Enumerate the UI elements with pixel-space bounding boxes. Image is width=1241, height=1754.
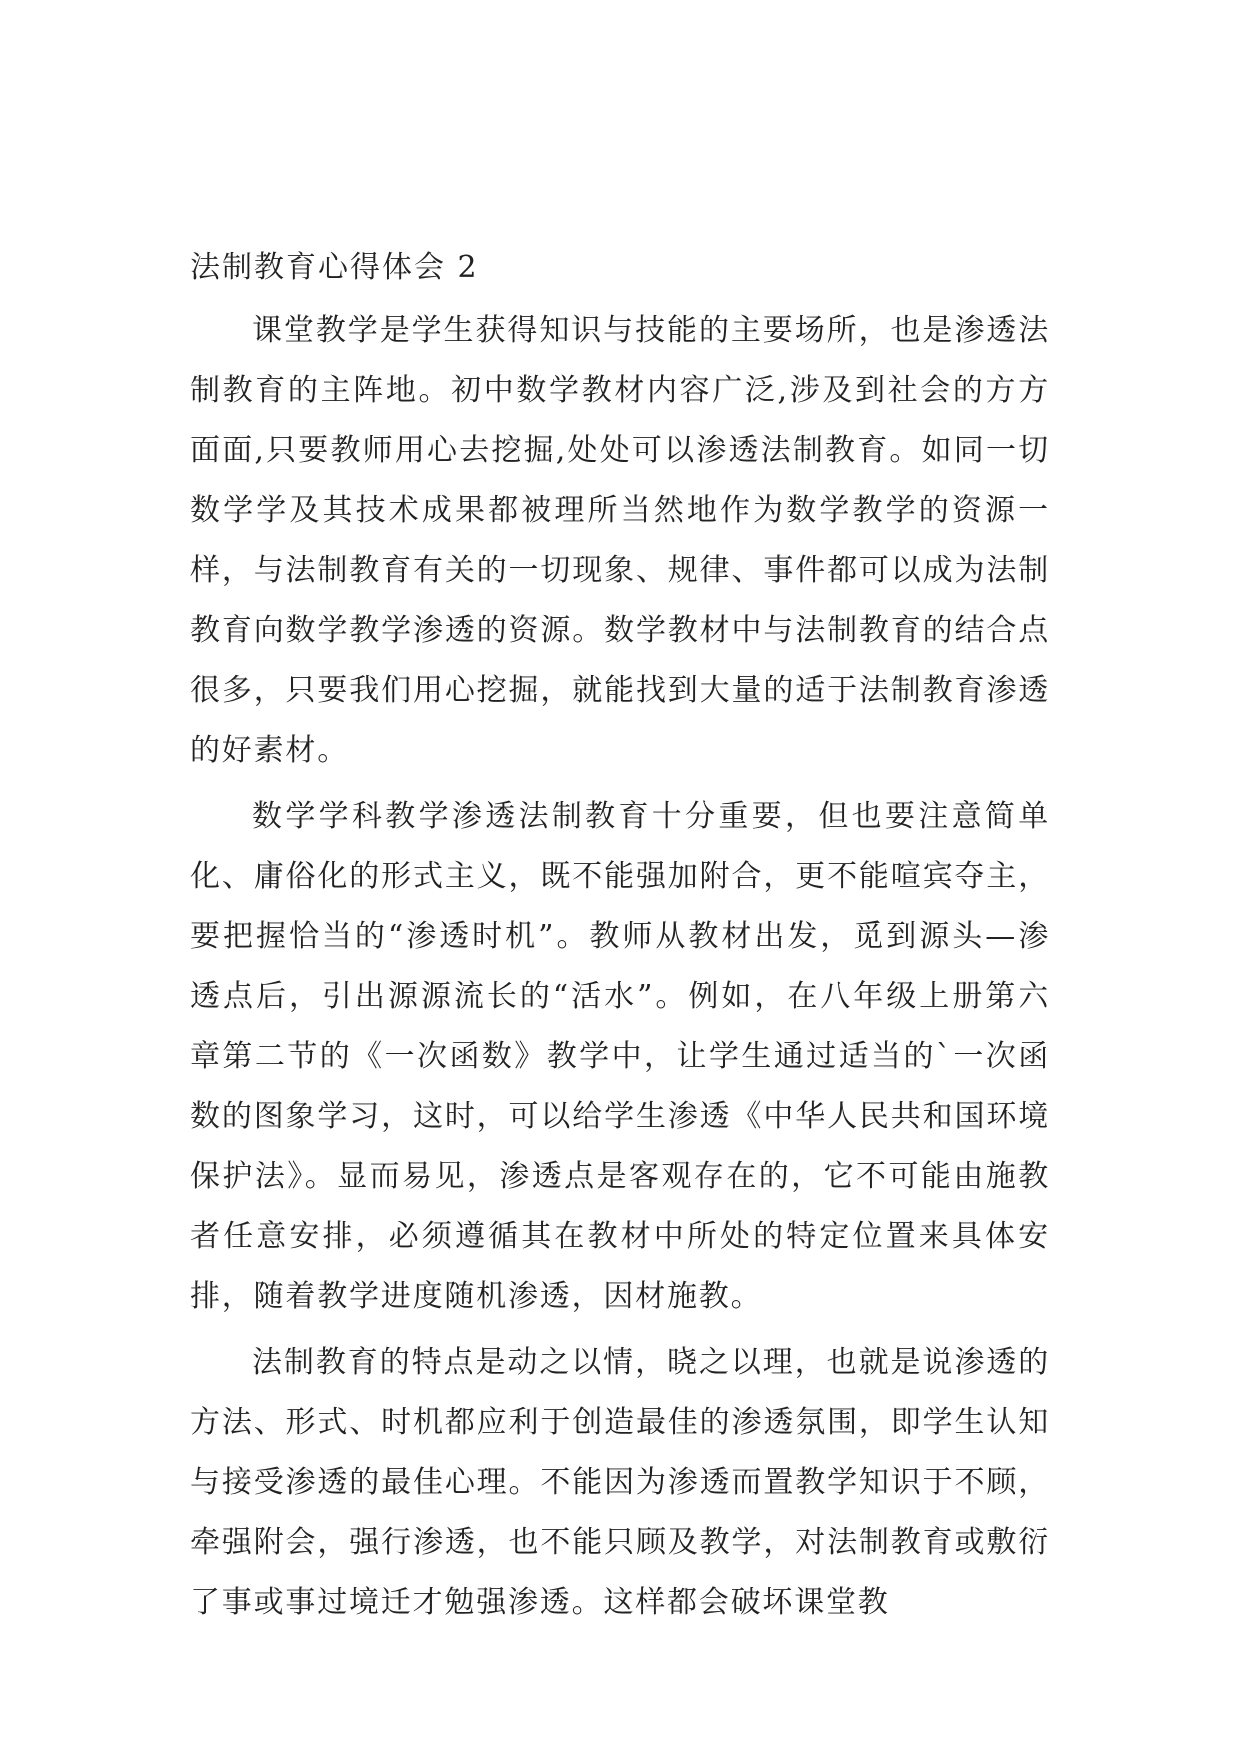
document-title: 法制教育心得体会 2 [190,250,479,285]
paragraph-3: 法制教育的特点是动之以情，晓之以理，也就是说渗透的方法、形式、时机都应利于创造最佳的渗透氛围，即学生认知与接受渗透的最佳心理。不能因为渗透而置教学知识于不顾，牵强附会，强行渗透，也不能只顾及教学，对法制教育或敷衍了事或事过境迁才勉强渗透。这样都会破坏课堂教 [190,1345,1050,1620]
paragraph-2: 数学学科教学渗透法制教育十分重要，但也要注意简单化、庸俗化的形式主义，既不能强加附合，更不能喧宾夺主，要把握恰当的“渗透时机”。教师从教材出发，觅到源头—渗透点后，引出源源流长的“活水”。例如，在八年级上册第六章第二节的《一次函数》教学中，让学生通过适当的`一次函数的图象学习，这时，可以给学生渗透《中华人民共和国环境保护法》。显而易见，渗透点是客观存在的，它不可能由施教者任意安排，必须遵循其在教材中所处的特定位置来具体安排，随着教学进度随机渗透，因材施教。 [190,799,1050,1314]
paragraph-1: 课堂教学是学生获得知识与技能的主要场所，也是渗透法制教育的主阵地。初中数学教材内容广泛,涉及到社会的方方面面,只要教师用心去挖掘,处处可以渗透法制教育。如同一切数学学及其技术成果都被理所当然地作为数学教学的资源一样，与法制教育有关的一切现象、规律、事件都可以成为法制教育向数学教学渗透的资源。数学教材中与法制教育的结合点很多，只要我们用心挖掘，就能找到大量的适于法制教育渗透的好素材。 [190,313,1050,768]
document-body [190,248,1050,1639]
